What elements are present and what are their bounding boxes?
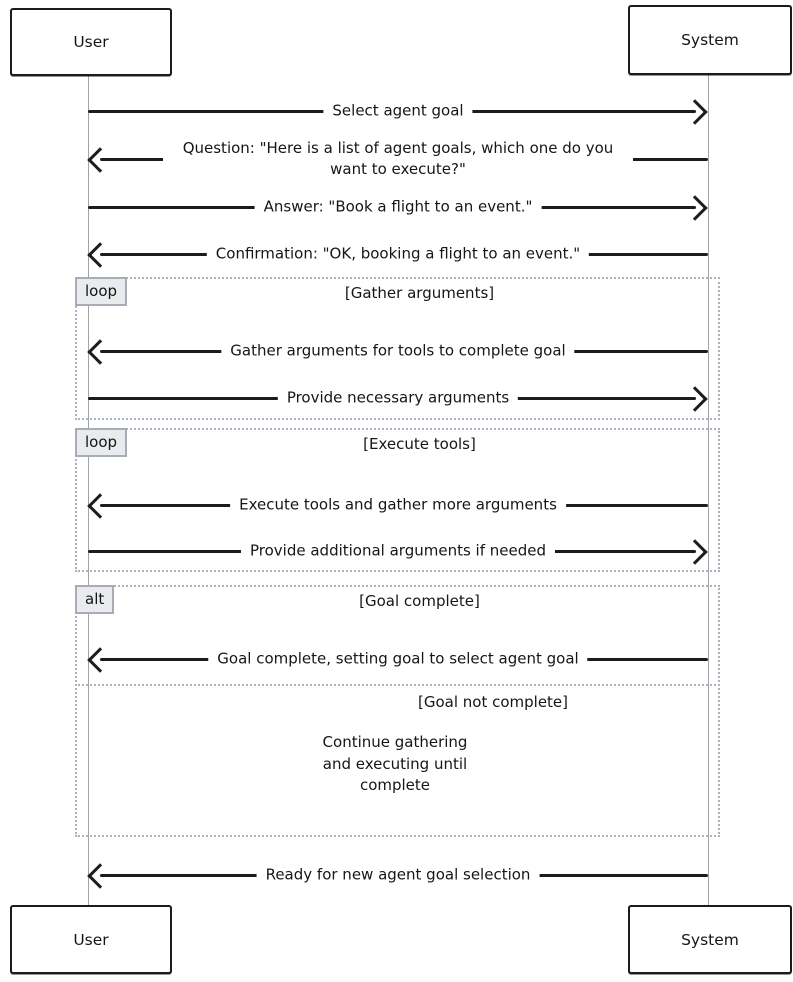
message-label: Provide additional arguments if needed xyxy=(241,540,555,563)
actor-user-bottom xyxy=(10,905,172,974)
message-label: Confirmation: "OK, booking a flight to an event." xyxy=(207,243,589,266)
note-line: Continue gathering xyxy=(322,733,468,751)
note-line: complete xyxy=(359,776,431,794)
actor-system-label: System xyxy=(681,31,739,49)
message-label: Answer: "Book a flight to an event." xyxy=(255,196,542,219)
loop-operator-badge: loop xyxy=(75,428,127,457)
loop-operator-badge: loop xyxy=(75,277,127,306)
message-label: Provide necessary arguments xyxy=(278,387,518,410)
message-label: Ready for new agent goal selection xyxy=(257,864,540,887)
note-line: and executing until xyxy=(322,754,468,773)
arrowhead-right-icon xyxy=(682,195,707,220)
loop-condition-label: [Execute tools] xyxy=(363,435,476,453)
actor-user-top xyxy=(10,8,172,76)
message-label: Gather arguments for tools to complete goal xyxy=(221,340,574,363)
alt-condition-label: [Goal complete] xyxy=(359,592,480,610)
message-label: Execute tools and gather more arguments xyxy=(230,494,566,517)
alt-operator-badge: alt xyxy=(75,585,114,614)
message-label: Goal complete, setting goal to select agent goal xyxy=(208,648,587,671)
arrowhead-right-icon xyxy=(682,99,707,124)
actor-user-label: User xyxy=(73,930,109,949)
alt-divider xyxy=(75,684,720,686)
arrowhead-left-icon xyxy=(87,242,112,267)
actor-user-label: User xyxy=(73,33,109,51)
message-label: Question: "Here is a list of agent goals, which one do you want to execute?" xyxy=(163,137,633,181)
note-text xyxy=(323,732,468,797)
actor-system-bottom xyxy=(628,905,792,974)
alt-else-condition-label: [Goal not complete] xyxy=(417,693,569,711)
actor-system-top xyxy=(628,5,792,75)
alt-frame-goal-complete xyxy=(75,585,720,837)
arrowhead-left-icon xyxy=(87,147,112,172)
arrowhead-left-icon xyxy=(87,863,112,888)
message-label: Select agent goal xyxy=(323,100,472,123)
loop-condition-label: [Gather arguments] xyxy=(344,284,495,302)
actor-system-label: System xyxy=(681,930,739,949)
